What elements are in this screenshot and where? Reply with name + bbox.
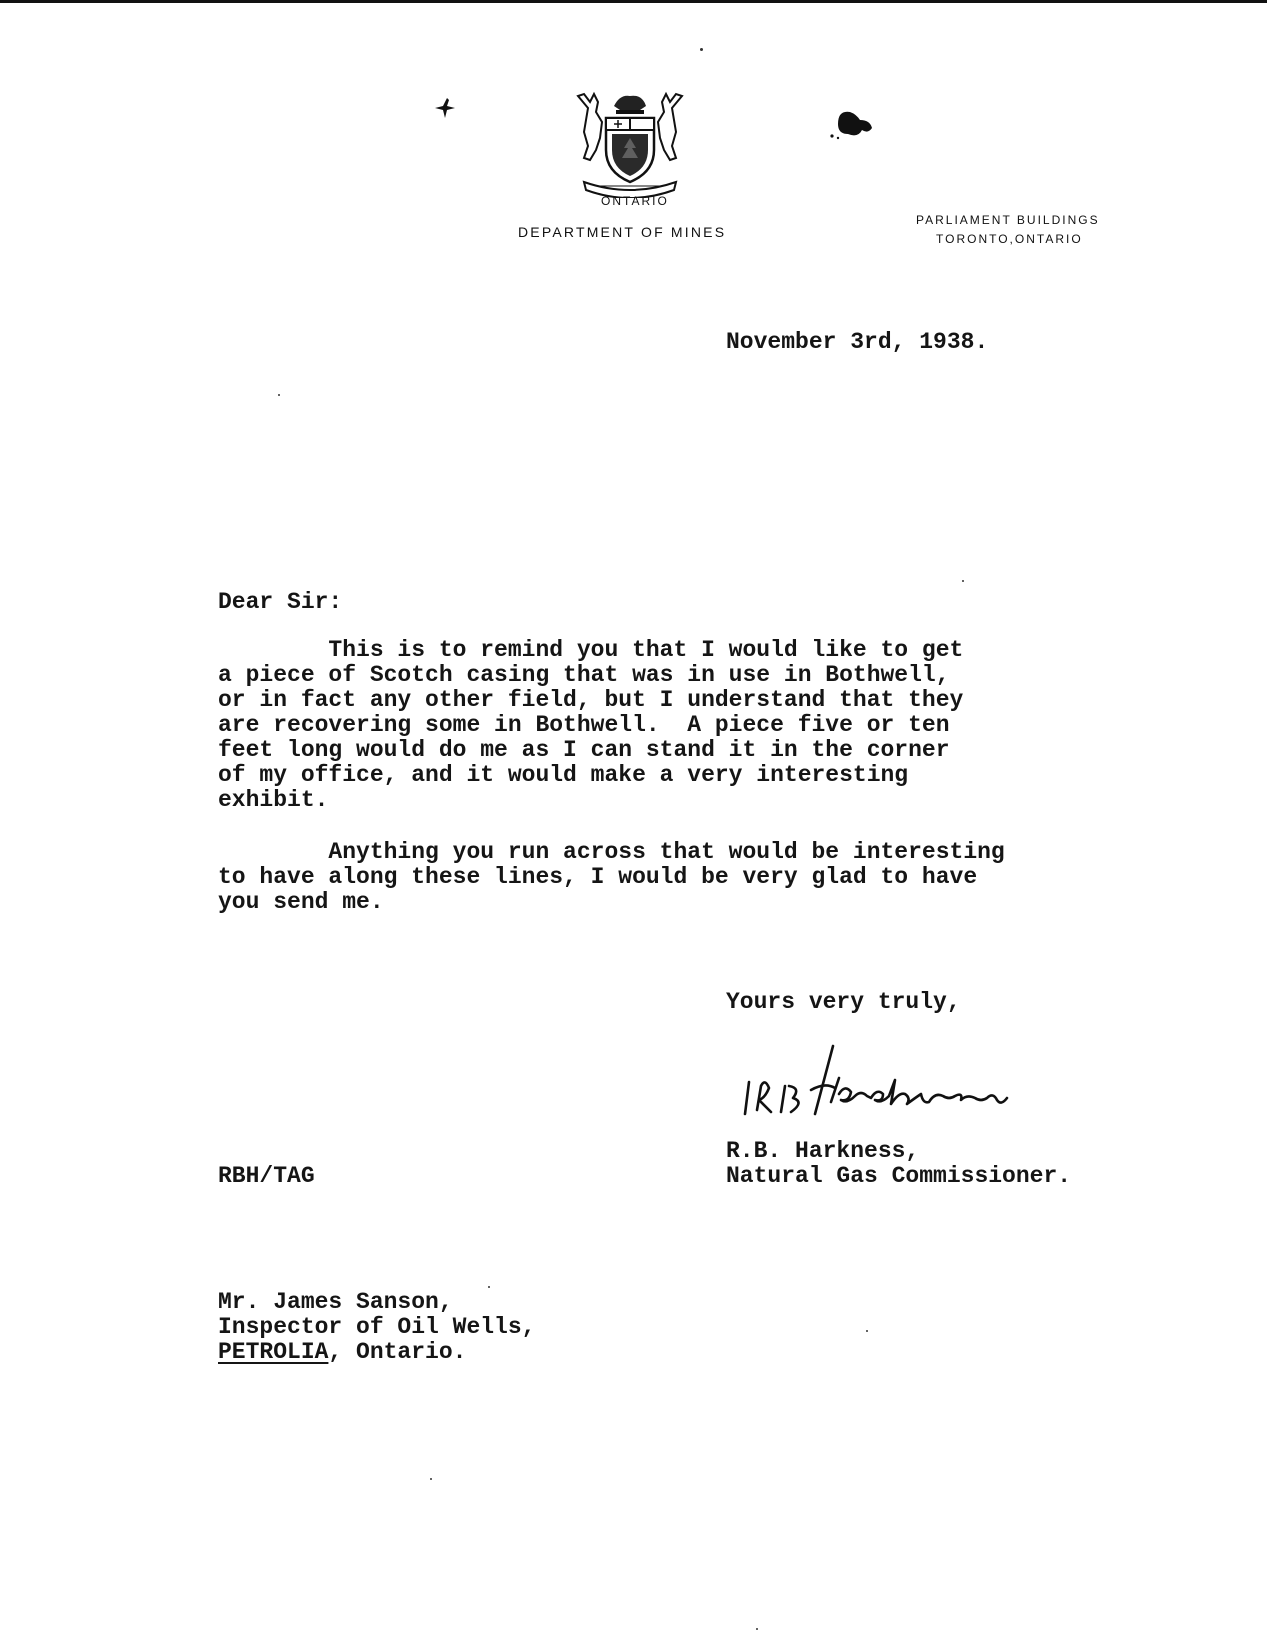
body-line: are recovering some in Bothwell. A piece five or ten xyxy=(218,712,950,738)
salutation: Dear Sir: xyxy=(218,589,343,615)
page-top-border xyxy=(0,0,1267,3)
scan-speck xyxy=(866,1330,868,1332)
signature-image xyxy=(735,1042,1065,1142)
body-line: a piece of Scotch casing that was in use in Bothwell, xyxy=(218,662,950,688)
scan-speck xyxy=(962,580,964,582)
body-line: or in fact any other field, but I understand that they xyxy=(218,687,964,713)
scan-speck xyxy=(756,1628,758,1630)
recipient-city-suffix: , Ontario. xyxy=(328,1339,467,1365)
letter-date: November 3rd, 1938. xyxy=(726,329,989,355)
body-line: you send me. xyxy=(218,889,384,915)
scan-speck xyxy=(430,1478,432,1480)
body-line: of my office, and it would make a very interesting xyxy=(218,762,909,788)
body-line: exhibit. xyxy=(218,787,329,813)
ink-blot-icon xyxy=(433,96,457,122)
recipient-city: PETROLIA xyxy=(218,1339,329,1365)
letterhead-province: ONTARIO xyxy=(601,194,669,208)
body-line: to have along these lines, I would be very glad to have xyxy=(218,864,978,890)
ontario-coat-of-arms-icon xyxy=(570,88,690,198)
letterhead-address-line1: PARLIAMENT BUILDINGS xyxy=(916,213,1100,227)
ink-blot-icon xyxy=(828,106,876,142)
scan-speck xyxy=(278,394,280,396)
closing: Yours very truly, xyxy=(726,989,961,1015)
signer-name: R.B. Harkness, xyxy=(726,1138,920,1164)
signer-title: Natural Gas Commissioner. xyxy=(726,1163,1072,1189)
letterhead-department: DEPARTMENT OF MINES xyxy=(518,224,727,240)
recipient-title: Inspector of Oil Wells, xyxy=(218,1314,536,1340)
body-line: Anything you run across that would be interesting xyxy=(218,839,1005,865)
recipient-name: Mr. James Sanson, xyxy=(218,1289,453,1315)
recipient-address xyxy=(218,1340,466,1365)
scan-speck xyxy=(700,48,703,51)
scan-speck xyxy=(488,1286,490,1288)
reference-initials: RBH/TAG xyxy=(218,1163,315,1189)
body-line: feet long would do me as I can stand it in the corner xyxy=(218,737,950,763)
body-line: This is to remind you that I would like to get xyxy=(218,637,964,663)
letterhead-address-line2: TORONTO,ONTARIO xyxy=(936,232,1083,246)
